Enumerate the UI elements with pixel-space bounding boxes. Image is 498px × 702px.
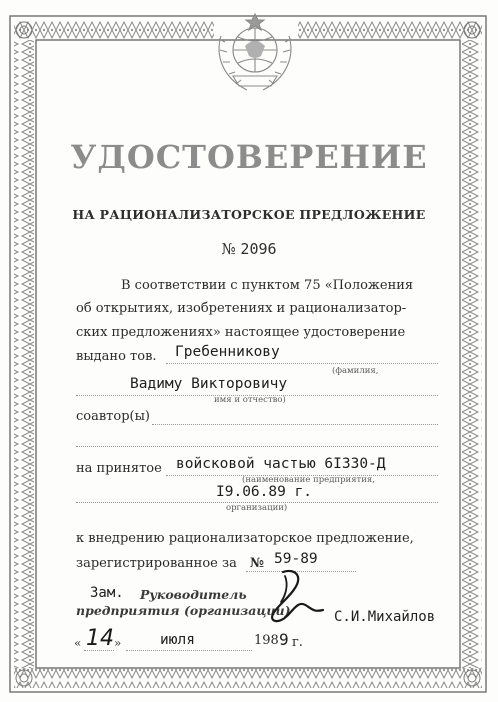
given-names-caption: имя и отчество) — [214, 395, 286, 405]
deputy-label: Зам. — [90, 585, 124, 601]
date-year-prefix: 198 — [254, 633, 279, 648]
surname-line — [166, 363, 438, 364]
organization-caption-2: организации) — [226, 503, 288, 513]
registration-number: 59-89 — [274, 551, 318, 567]
date-open-quote: « — [74, 636, 82, 650]
registration-number-sign: № — [250, 556, 265, 571]
number-sign: № — [221, 240, 236, 258]
issued-to-label: выдано тов. — [76, 349, 157, 364]
body-line-3: ских предложениях» настоящее удостоверение — [76, 325, 406, 340]
acceptance-date: I9.06.89 г. — [216, 484, 313, 500]
organization-label: предприятия (организации) — [76, 603, 291, 618]
date-close-quote: » — [114, 636, 122, 650]
number-value: 2096 — [240, 240, 277, 258]
recipient-given-names: Вадиму Викторовичу — [130, 376, 288, 392]
date-day-line — [84, 650, 114, 651]
coauthors-line-2 — [76, 446, 438, 447]
recipient-surname: Гребенникову — [175, 344, 280, 360]
date-year-suffix: г. — [292, 635, 303, 650]
organization-name: войсковой частью 6I330-Д — [176, 456, 386, 472]
date-year-digit: 9 — [279, 630, 289, 649]
date-month: июля — [160, 632, 195, 648]
head-label: Руководитель — [140, 587, 247, 602]
accepted-by-label: на принятое — [76, 461, 162, 476]
coauthors-line — [152, 424, 438, 425]
registered-label: зарегистрированное за — [76, 556, 237, 571]
date-month-line — [126, 650, 252, 651]
surname-caption: (фамилия, — [332, 366, 379, 376]
date-day: 14 — [86, 626, 114, 651]
body-line-1: В соответствии с пунктом 75 «Положения — [121, 278, 414, 293]
document-title: УДОСТОВЕРЕНИЕ — [70, 138, 428, 176]
certificate-number — [0, 240, 498, 258]
body-line-2: об открытиях, изобретениях и рационализатор- — [76, 301, 407, 316]
organization-caption-1: (наименование предприятия, — [242, 475, 375, 485]
state-emblem — [207, 6, 303, 96]
handwritten-signature — [255, 566, 325, 626]
coauthors-label: соавтор(ы) — [76, 409, 151, 424]
implementation-text: к внедрению рационализаторское предложение, — [76, 531, 414, 546]
signer-name: С.И.Михайлов — [334, 609, 436, 625]
document-subtitle: НА РАЦИОНАЛИЗАТОРСКОЕ ПРЕДЛОЖЕНИЕ — [72, 207, 426, 222]
